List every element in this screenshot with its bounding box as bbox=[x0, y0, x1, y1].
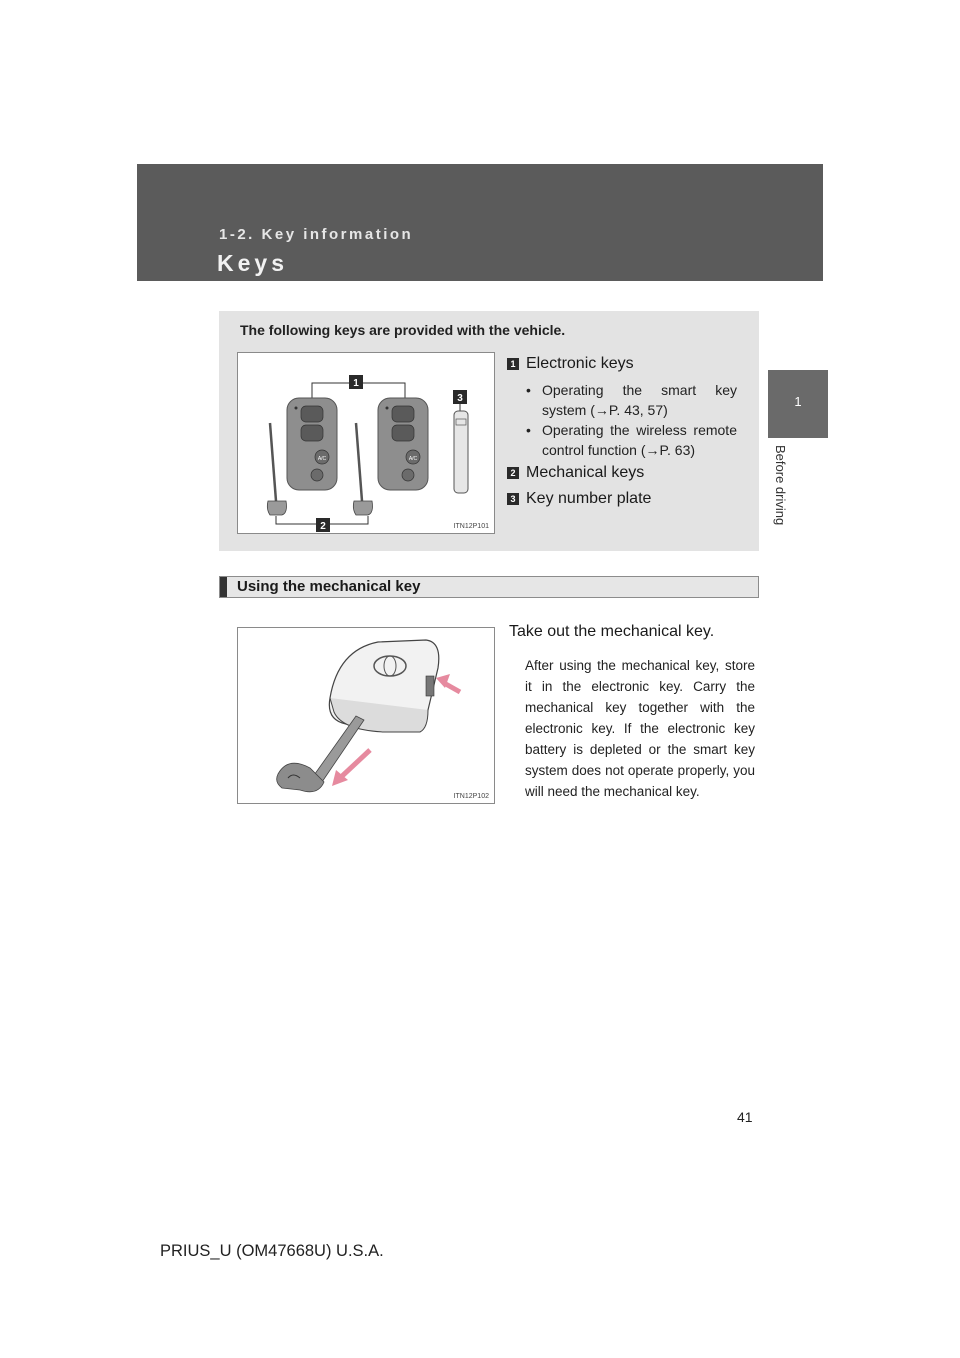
key-number-plate bbox=[454, 411, 468, 493]
mechanical-key bbox=[277, 716, 364, 792]
electronic-key-right bbox=[378, 398, 428, 490]
callout-3 bbox=[453, 390, 467, 404]
mechanical-key-left bbox=[267, 423, 286, 515]
subsection-header bbox=[219, 576, 759, 598]
keys-legend bbox=[507, 353, 737, 510]
keys-illustration bbox=[237, 352, 495, 534]
intro-text: The following keys are provided with the vehicle. bbox=[240, 322, 566, 338]
footer-model: PRIUS_U (OM47668U) U.S.A. bbox=[160, 1242, 384, 1260]
sub-item-text: Operating the smart key system (→P. 43, 57) bbox=[542, 382, 737, 418]
callout-2-label: 2 bbox=[320, 521, 326, 532]
figure-code: ITN12P101 bbox=[453, 523, 489, 530]
page-number: 41 bbox=[737, 1109, 753, 1125]
section-label: 1-2. Key information bbox=[219, 226, 414, 243]
sub-list-item bbox=[526, 420, 737, 460]
electronic-key-fob bbox=[329, 640, 438, 732]
bullet: • bbox=[526, 422, 531, 438]
legend-number-badge: 3 bbox=[507, 493, 519, 505]
sub-item-text: Operating the wireless remote control function (→P. 63) bbox=[542, 422, 737, 458]
electronic-key-left bbox=[287, 398, 337, 490]
header-band bbox=[137, 164, 823, 281]
callout-3-label: 3 bbox=[457, 393, 463, 404]
subsection-title: Using the mechanical key bbox=[237, 578, 421, 595]
step-text: Take out the mechanical key. bbox=[509, 623, 715, 640]
legend-item-key-number-plate bbox=[507, 488, 737, 510]
sub-list-item bbox=[526, 380, 737, 420]
legend-number-badge: 2 bbox=[507, 467, 519, 479]
chapter-tab-label bbox=[773, 445, 793, 555]
legend-number-badge: 1 bbox=[507, 358, 519, 370]
mechanical-key-illustration bbox=[237, 627, 495, 804]
legend-item-electronic-keys bbox=[507, 353, 737, 375]
keys-illustration-svg bbox=[238, 353, 494, 533]
keys-intro-box bbox=[219, 311, 759, 551]
legend-label: Electronic keys bbox=[526, 355, 634, 372]
chapter-tab bbox=[768, 370, 828, 438]
page-title: Keys bbox=[217, 250, 288, 276]
chapter-tab-number: 1 bbox=[794, 394, 802, 409]
figure-code: ITN12P102 bbox=[453, 793, 489, 800]
mechanical-key-right bbox=[353, 423, 372, 515]
ac-button-label-right: A/C bbox=[408, 456, 418, 462]
legend-label: Key number plate bbox=[526, 490, 652, 507]
electronic-keys-uses bbox=[526, 380, 737, 460]
subsection-accent bbox=[220, 577, 227, 597]
chapter-tab-label-text: Before driving bbox=[773, 445, 788, 526]
legend-item-mechanical-keys bbox=[507, 462, 737, 484]
mechanical-key-illustration-svg bbox=[238, 628, 494, 803]
callout-1-label: 1 bbox=[353, 378, 359, 389]
callout-2 bbox=[316, 518, 330, 532]
callout-1 bbox=[349, 375, 363, 389]
note-text: After using the mechanical key, store it in the electronic key. Carry the mechanical key together with the electronic key. If the electronic key battery is depleted or the smart key system does not operate properly, you will need the mechanical key. bbox=[525, 658, 755, 799]
release-arrow-icon bbox=[436, 674, 460, 692]
ac-button-label-left: A/C bbox=[317, 456, 327, 462]
legend-label: Mechanical keys bbox=[526, 464, 645, 481]
bullet: • bbox=[526, 382, 531, 398]
